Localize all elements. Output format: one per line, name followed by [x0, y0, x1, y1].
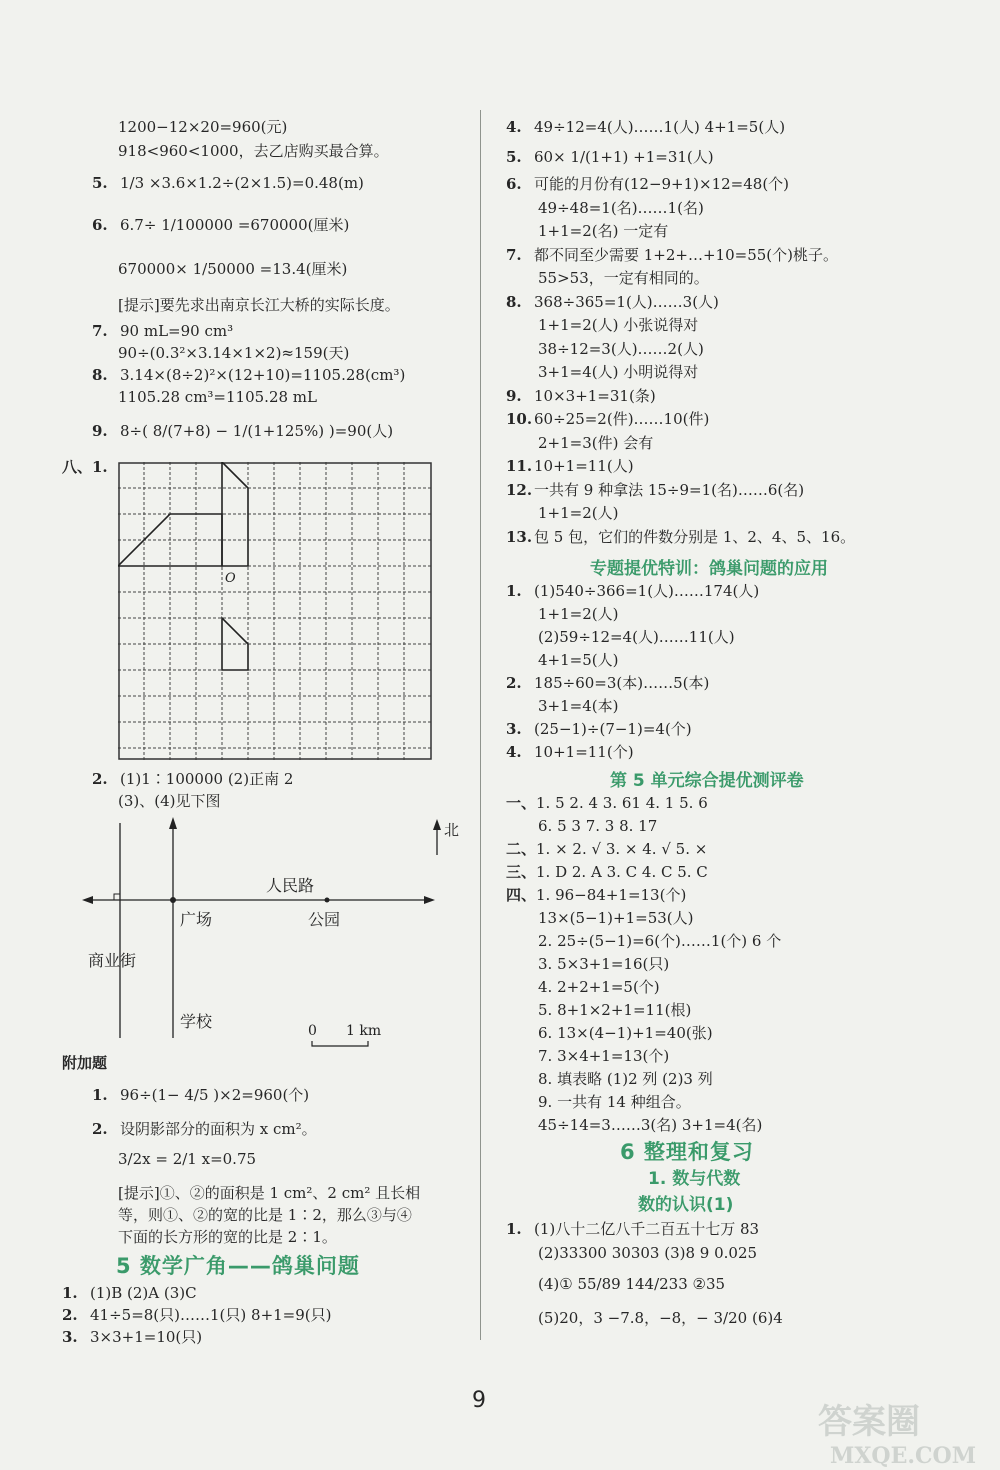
answer-line	[538, 432, 653, 454]
school-label: 学校	[180, 1012, 213, 1031]
street-label: 商业街	[88, 951, 137, 970]
answer-line	[538, 1307, 783, 1329]
answer-text: 185÷60=3(本)……5(本)	[534, 674, 710, 692]
park-label: 公园	[308, 910, 341, 929]
answer-line	[538, 314, 698, 336]
square-label: 广场	[180, 910, 213, 929]
answer-text: (2)59÷12=4(人)……11(人)	[538, 628, 735, 646]
answer-line	[538, 1114, 762, 1136]
answer-line	[506, 244, 838, 266]
arrow-right-icon	[424, 896, 435, 904]
answer-text: 1+1=2(人)	[538, 605, 619, 623]
answer-line	[506, 884, 686, 906]
answer-line	[506, 792, 708, 814]
answer-text: 1+1=2(人) 小张说得对	[538, 316, 699, 334]
answer-text: (5)20，3 −7.8，−8，− 3/20 (6)4	[538, 1308, 783, 1327]
watermark-logo	[810, 1395, 990, 1470]
question-number: 三、	[506, 863, 537, 881]
question-number: 二、	[506, 840, 537, 858]
answer-line: 90÷(0.3²×3.14×1×2)≈159(天)	[118, 344, 350, 362]
answer-line	[538, 976, 660, 998]
answer-line: (3)、(4)见下图	[118, 792, 221, 810]
answer-text: 9. 一共有 14 种组合。	[538, 1093, 691, 1111]
question-number: 11.	[506, 457, 533, 475]
chapter6-subtitle: 1. 数与代数	[648, 1169, 741, 1189]
answer-line: 2. 设阴影部分的面积为 x cm²。	[92, 1120, 317, 1138]
answer-text: 4. 2+2+1=5(个)	[538, 978, 660, 996]
answer-line: 670000× 1/50000 =13.4(厘米)	[118, 260, 348, 278]
answer-line: 8. 3.14×(8÷2)²×(12+10)=1105.28(cm³)	[92, 366, 406, 384]
answer-line: 7. 90 mL=90 cm³	[92, 322, 234, 340]
answer-line	[538, 626, 735, 648]
answer-line: 3. 3×3+1=10(只)	[62, 1328, 203, 1346]
hint-line: 下面的长方形的宽的比是 2∶1。	[118, 1228, 337, 1246]
extra-title: 附加题	[62, 1054, 108, 1072]
question-number: 2.	[506, 674, 522, 692]
question-number: 12.	[506, 480, 533, 499]
answer-line	[506, 718, 692, 740]
park-point	[325, 898, 330, 903]
answer-text: 8. 填表略 (1)2 列 (2)3 列	[538, 1070, 713, 1088]
answer-text: 13×(5−1)+1=53(人)	[538, 909, 694, 927]
location-map	[80, 813, 460, 1053]
answer-line	[506, 385, 656, 407]
answer-line	[538, 1045, 669, 1067]
north-label: 北	[444, 821, 460, 839]
scale-zero: 0	[308, 1023, 317, 1039]
answer-line	[506, 838, 707, 860]
square-point	[170, 897, 176, 903]
answer-text: (2)33300 30303 (3)8 9 0.025	[538, 1243, 758, 1262]
answer-line	[538, 953, 669, 975]
right-angle-mark	[114, 894, 120, 900]
answer-line	[506, 1218, 759, 1240]
answer-text: 3+1=4(本)	[538, 697, 619, 715]
question-number: 一、	[506, 794, 537, 812]
question-label: 八、1.	[62, 458, 108, 476]
arrow-left-icon	[82, 896, 93, 904]
answer-text: 1. D 2. A 3. C 4. C 5. C	[536, 863, 708, 881]
answer-line: 3/2x = 2/1 x=0.75	[118, 1150, 257, 1168]
answer-text: 6. 5 3 7. 3 8. 17	[538, 817, 658, 835]
answer-line: 2. (1)1∶100000 (2)正南 2	[92, 770, 294, 788]
question-number: 3.	[506, 720, 522, 738]
answer-text: 3. 5×3+1=16(只)	[538, 955, 670, 973]
answer-line	[538, 907, 694, 929]
road-label: 人民路	[266, 876, 315, 895]
answer-text: 49÷48=1(名)……1(名)	[538, 198, 704, 217]
question-number: 10.	[506, 410, 533, 428]
answer-text: 1+1=2(名) 一定有	[538, 222, 669, 240]
answer-line	[538, 1273, 725, 1295]
answer-text: 1. 96−84+1=13(个)	[536, 886, 687, 904]
answer-text: (1)540÷366=1(人)……174(人)	[534, 582, 760, 600]
answer-text: 3+1=4(人) 小明说得对	[538, 363, 699, 381]
answer-text: 45÷14=3……3(名) 3+1=4(名)	[538, 1116, 763, 1134]
answer-text: 1. 5 2. 4 3. 61 4. 1 5. 6	[536, 794, 708, 812]
answer-text: 4+1=5(人)	[538, 651, 619, 669]
question-number: 8.	[506, 292, 522, 311]
answer-text: 1. × 2. √ 3. × 4. √ 5. ×	[536, 840, 708, 858]
answer-text: 5. 8+1×2+1=11(根)	[538, 1001, 692, 1019]
question-number: 1.	[506, 1220, 522, 1238]
answer-line	[506, 580, 759, 602]
answer-text: 10×3+1=31(条)	[534, 386, 656, 405]
scale-bar	[312, 1041, 368, 1046]
question-number: 5.	[506, 147, 522, 166]
answer-line	[538, 1022, 713, 1044]
answer-text: 一共有 9 种拿法 15÷9=1(名)……6(名)	[534, 480, 805, 499]
answer-line	[538, 1091, 691, 1113]
answer-line	[538, 220, 668, 242]
question-number: 13.	[506, 527, 533, 546]
question-number: 6.	[506, 175, 522, 193]
hint-line: [提示]①、②的面积是 1 cm²、2 cm² 且长相	[118, 1184, 421, 1202]
graph-grid	[118, 462, 432, 760]
question-number: 四、	[506, 886, 537, 904]
section5-title: 5 数学广角——鸽巢问题	[116, 1254, 360, 1278]
answer-text: 368÷365=1(人)……3(人)	[534, 292, 719, 311]
answer-line	[506, 741, 634, 763]
answer-line: 6. 6.7÷ 1/100000 =670000(厘米)	[92, 216, 350, 234]
answer-line	[538, 930, 781, 952]
answer-line: 1105.28 cm³=1105.28 mL	[118, 388, 317, 406]
answer-line: 5. 1/3 ×3.6×1.2÷(2×1.5)=0.48(m)	[92, 174, 364, 192]
answer-line	[506, 408, 709, 430]
answer-line	[538, 695, 618, 717]
answer-line	[538, 502, 618, 524]
answer-text: 60÷25=2(件)……10(件)	[534, 410, 710, 428]
answer-line	[506, 173, 789, 195]
answer-line	[506, 116, 785, 138]
answer-line	[506, 455, 634, 477]
question-number: 4.	[506, 743, 522, 761]
answer-line	[506, 146, 714, 168]
question-number: 1.	[506, 582, 522, 600]
answer-line	[538, 1068, 713, 1090]
svg-text:答案圈: 答案圈	[818, 1402, 920, 1442]
answer-line: 918<960<1000，去乙店购买最合算。	[118, 142, 389, 160]
arrow-up-icon	[169, 817, 177, 829]
grid-border	[119, 463, 431, 759]
answer-text: 55>53，一定有相同的。	[538, 269, 709, 287]
answer-text: 38÷12=3(人)……2(人)	[538, 339, 704, 358]
answer-line: 1. 96÷(1− 4/5 )×2=960(个)	[92, 1086, 310, 1104]
answer-line	[538, 999, 691, 1021]
answer-line	[506, 861, 708, 883]
answer-text: 可能的月份有(12−9+1)×12=48(个)	[534, 175, 790, 193]
chapter6-title: 6 整理和复习	[620, 1140, 754, 1164]
hint-line: 等，则①、②的宽的比是 1∶2，那么③与④	[118, 1206, 412, 1224]
page-number: 9	[472, 1388, 486, 1413]
answer-text: 49÷12=4(人)……1(人) 4+1=5(人)	[534, 118, 786, 136]
svg-text:MXQE.COM: MXQE.COM	[830, 1443, 977, 1469]
answer-text: 包 5 包，它们的件数分别是 1、2、4、5、16。	[534, 527, 856, 546]
answer-line	[538, 815, 657, 837]
answer-line: 9. 8÷( 8/(7+8) − 1/(1+125%) )=90(人)	[92, 422, 394, 440]
answer-text: 1+1=2(人)	[538, 504, 619, 522]
answer-line	[506, 291, 719, 313]
column-divider	[480, 110, 481, 1340]
question-number: 9.	[506, 386, 522, 405]
answer-line	[538, 1242, 757, 1264]
answer-text: 10+1=11(个)	[534, 743, 634, 761]
question-number: 7.	[506, 245, 522, 264]
scale-km: 1 km	[346, 1023, 382, 1039]
hint-line: [提示]要先求出南京长江大桥的实际长度。	[118, 296, 400, 314]
answer-text: (1)八十二亿八千二百五十七万 83	[534, 1220, 760, 1238]
answer-text: 6. 13×(4−1)+1=40(张)	[538, 1024, 713, 1042]
answer-line: 1200−12×20=960(元)	[118, 118, 288, 136]
chapter6-subsection: 数的认识(1)	[638, 1195, 734, 1215]
answer-line	[506, 479, 804, 501]
answer-text: (4)① 55/89 144/233 ②35	[538, 1275, 726, 1293]
answer-line	[538, 603, 618, 625]
unit5-title: 第 5 单元综合提优测评卷	[610, 771, 804, 791]
answer-text: 2+1=3(件) 会有	[538, 433, 654, 452]
answer-line: 2. 41÷5=8(只)……1(只) 8+1=9(只)	[62, 1306, 332, 1324]
answer-line	[506, 526, 855, 548]
special-title: 专题提优特训：鸽巢问题的应用	[590, 559, 828, 579]
answer-line	[538, 197, 704, 219]
answer-line: 1. (1)B (2)A (3)C	[62, 1284, 197, 1302]
answer-text: (25−1)÷(7−1)=4(个)	[534, 720, 692, 738]
question-number: 4.	[506, 118, 522, 136]
answer-text: 10+1=11(人)	[534, 457, 634, 475]
answer-line	[538, 649, 618, 671]
answer-line	[506, 672, 709, 694]
answer-text: 2. 25÷(5−1)=6(个)……1(个) 6 个	[538, 932, 782, 950]
answer-text: 60× 1/(1+1) +1=31(人)	[534, 147, 714, 166]
answer-text: 都不同至少需要 1+2+…+10=55(个)桃子。	[534, 245, 839, 264]
origin-label: O	[225, 571, 236, 586]
answer-line	[538, 338, 704, 360]
north-arrow-icon	[433, 819, 441, 830]
answer-line	[538, 361, 698, 383]
answer-text: 7. 3×4+1=13(个)	[538, 1047, 670, 1065]
answer-line	[538, 267, 709, 289]
